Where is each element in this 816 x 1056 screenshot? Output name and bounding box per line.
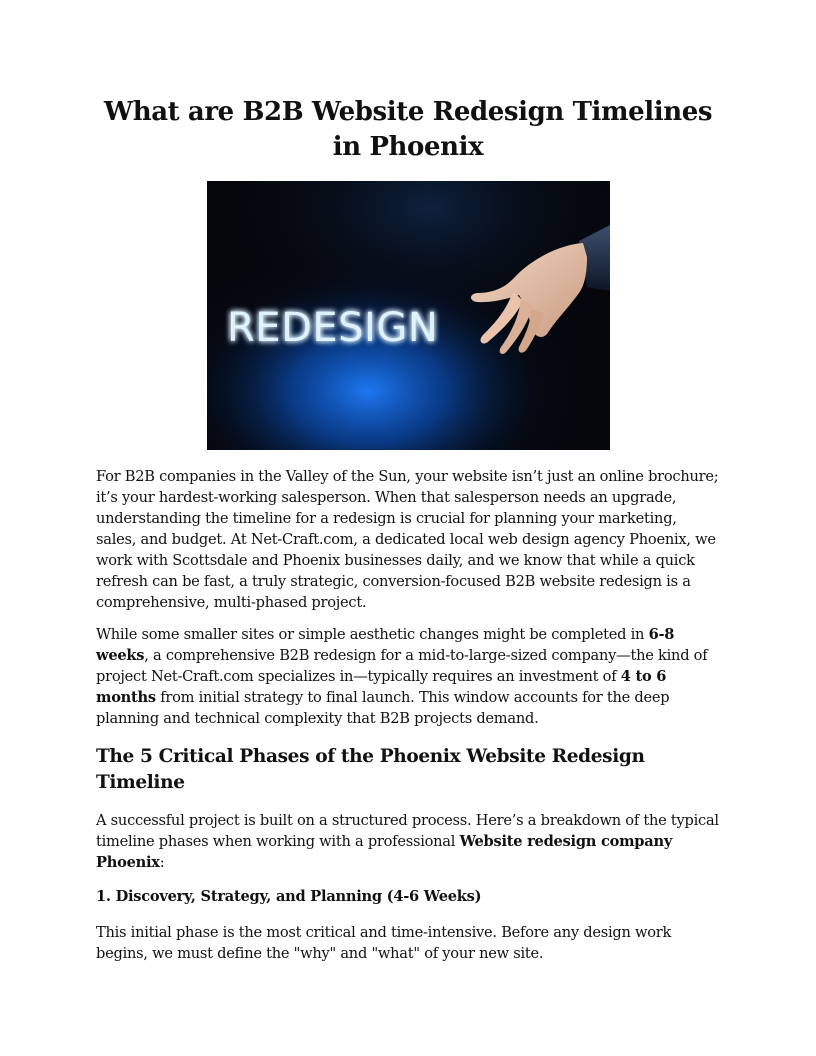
section-heading: The 5 Critical Phases of the Phoenix Website Redesign Timeline: [96, 746, 645, 793]
section-paragraph: A successful project is built on a structured process. Here’s a breakdown of the typical timeline phases when working with a professional Website redesign company Phoenix:: [96, 812, 719, 871]
phase-1-paragraph: This initial phase is the most critical and time-intensive. Before any design work begins, we must define the "why" and "what" of your new site.: [96, 924, 672, 962]
document-page: [96, 0, 720, 964]
redesign-word: REDESIGN: [226, 305, 438, 351]
intro-paragraph: For B2B companies in the Valley of the Sun, your website isn’t just an online brochure; it’s your hardest-working salesperson. When that salesperson needs an upgrade, understanding the timeline for a redesign is crucial for planning your marketing, sales, and budget. At Net-Craft.com, a dedicated local web design agency Phoenix, we work with Scottsdale and Phoenix businesses daily, and we know that while a quick refresh can be fast, a truly strategic, conversion-focused B2B website redesign is a comprehensive, multi-phased project.: [96, 468, 719, 611]
phase-1-heading: 1. Discovery, Strategy, and Planning (4-6 Weeks): [96, 888, 482, 905]
short-timeline-emphasis: 6-8 weeks: [96, 626, 675, 664]
timeline-paragraph: While some smaller sites or simple aesthetic changes might be completed in 6-8 weeks, a comprehensive B2B redesign for a mid-to-large-sized company—the kind of project Net-Craft.com specializes in—typically requires an investment of 4 to 6 months from initial strategy to final launch. This window accounts for the deep planning and technical complexity that B2B projects demand.: [96, 626, 708, 727]
page-title: What are B2B Website Redesign Timelines in Phoenix: [103, 97, 713, 162]
redesign-hero-image: [207, 181, 610, 450]
company-emphasis: Website redesign company Phoenix: [96, 833, 673, 871]
long-timeline-emphasis: 4 to 6 months: [96, 668, 667, 706]
